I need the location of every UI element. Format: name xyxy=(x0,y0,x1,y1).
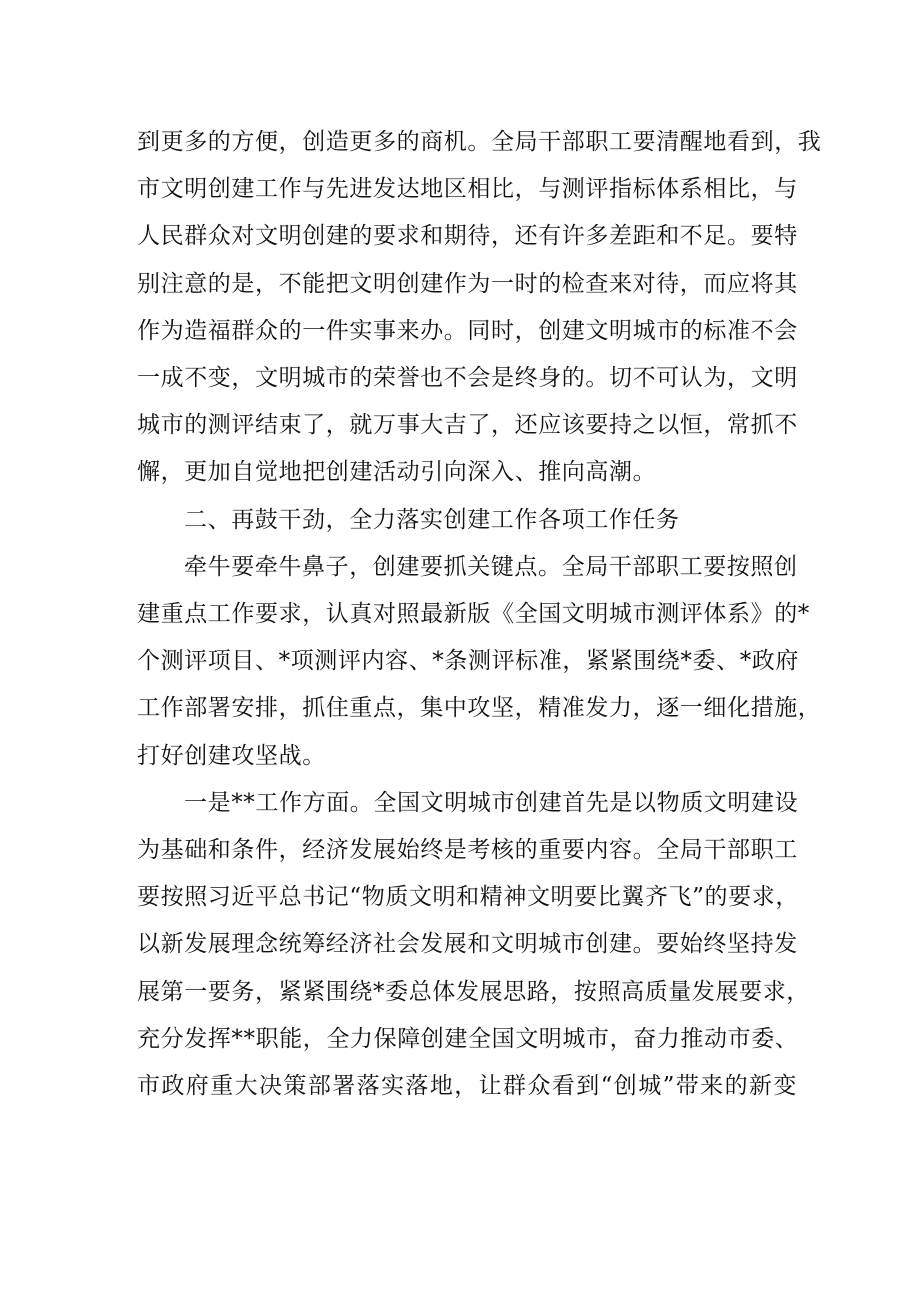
paragraph-1-line-1: 到更多的方便，创造更多的商机。全局干部职工要清醒地看到，我 xyxy=(137,129,822,155)
paragraph-2-line-4: 工作部署安排，抓住重点，集中攻坚，精准发力，逐一细化措施， xyxy=(137,695,822,721)
paragraph-3-line-7: 市政府重大决策部署落实落地，让群众看到“创城”带来的新变 xyxy=(137,1073,797,1099)
paragraph-2-line-3: 个测评项目、*项测评内容、*条测评标准，紧紧围绕*委、*政府 xyxy=(137,648,799,674)
paragraph-3-line-3: 要按照习近平总书记“物质文明和精神文明要比翼齐飞”的要求， xyxy=(137,884,799,910)
section-heading-2: 二、再鼓干劲，全力落实创建工作各项工作任务 xyxy=(184,507,680,533)
paragraph-1-line-6: 一成不变，文明城市的荣誉也不会是终身的。切不可认为，文明 xyxy=(137,365,798,391)
paragraph-2-line-2: 建重点工作要求，认真对照最新版《全国文明城市测评体系》的* xyxy=(137,601,810,627)
paragraph-1-line-3: 人民群众对文明创建的要求和期待，还有许多差距和不足。要特 xyxy=(137,223,798,249)
paragraph-1-line-7: 城市的测评结束了，就万事大吉了，还应该要持之以恒，常抓不 xyxy=(137,412,798,438)
paragraph-3-line-1: 一是**工作方面。全国文明城市创建首先是以物质文明建设 xyxy=(184,790,799,816)
paragraph-3-line-5: 展第一要务，紧紧围绕*委总体发展思路，按照高质量发展要求， xyxy=(137,979,810,1005)
paragraph-2-line-5: 打好创建攻坚战。 xyxy=(137,743,326,769)
paragraph-2-line-1: 牵牛要牵牛鼻子，创建要抓关键点。全局干部职工要按照创 xyxy=(184,554,798,580)
paragraph-1-line-4: 别注意的是，不能把文明创建作为一时的检查来对待，而应将其 xyxy=(137,271,798,297)
paragraph-3-line-4: 以新发展理念统筹经济社会发展和文明城市创建。要始终坚持发 xyxy=(137,931,798,957)
paragraph-1-line-2: 市文明创建工作与先进发达地区相比，与测评指标体系相比，与 xyxy=(137,176,798,202)
paragraph-1-line-5: 作为造福群众的一件实事来办。同时，创建文明城市的标准不会 xyxy=(137,318,798,344)
paragraph-1-line-8: 懈，更加自觉地把创建活动引向深入、推向高潮。 xyxy=(137,459,657,485)
paragraph-3-line-6: 充分发挥**职能，全力保障创建全国文明城市，奋力推动市委、 xyxy=(137,1026,799,1052)
paragraph-3-line-2: 为基础和条件，经济发展始终是考核的重要内容。全局干部职工 xyxy=(137,837,798,863)
